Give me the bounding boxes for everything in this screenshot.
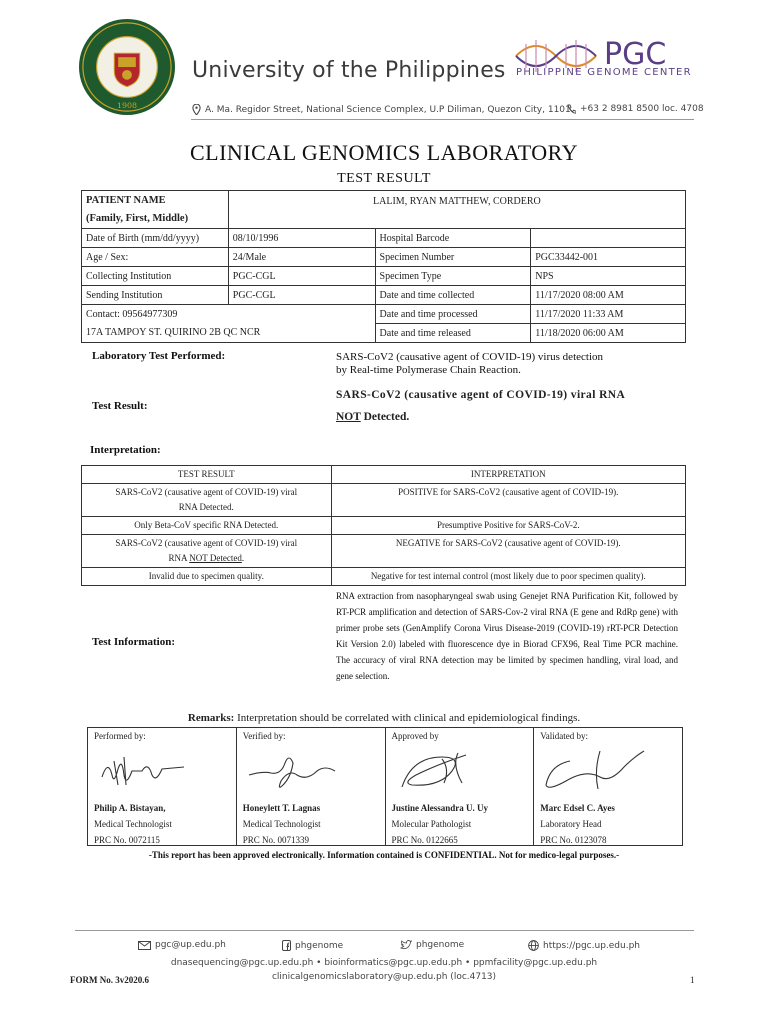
- specimen-type-value: NPS: [531, 267, 686, 286]
- address-text: A. Ma. Regidor Street, National Science Complex, U.P Diliman, Quezon City, 1101: [205, 104, 571, 115]
- interpretation-table: [81, 465, 686, 586]
- university-name: University of the Philippines: [192, 58, 506, 83]
- specimen-type-label: Specimen Type: [375, 267, 531, 286]
- collecting-institution-label: Collecting Institution: [82, 267, 229, 286]
- table-row: [82, 517, 686, 535]
- header-test-result: TEST RESULT: [82, 466, 332, 484]
- verified-heading: Verified by:: [242, 731, 286, 741]
- performed-prc: PRC No. 0072115: [94, 835, 160, 845]
- test-info-label: Test Information:: [92, 636, 176, 648]
- lab-test-line2: by Real-time Polymerase Chain Reaction.: [336, 364, 521, 376]
- row1-result-line1: SARS-CoV2 (causative agent of COVID-19) viral: [115, 487, 298, 497]
- patient-info-table: [81, 190, 686, 343]
- row3-result-line1: SARS-CoV2 (causative agent of COVID-19) viral: [115, 538, 298, 548]
- approved-role: Molecular Pathologist: [391, 819, 472, 829]
- verified-role: Medical Technologist: [242, 819, 321, 829]
- remarks: [0, 712, 768, 724]
- barcode-label: Hospital Barcode: [375, 229, 531, 248]
- processed-label: Date and time processed: [375, 305, 531, 324]
- test-result-line2: [336, 411, 409, 423]
- table-row: [82, 484, 686, 517]
- pgc-logo-text: PGC: [604, 37, 667, 72]
- row3-period: .: [241, 553, 245, 563]
- remarks-label: Remarks:: [187, 712, 235, 724]
- validated-prc: PRC No. 0123078: [540, 835, 607, 845]
- signature-image-verified: [243, 747, 353, 795]
- up-seal-logo: [78, 18, 176, 116]
- verified-prc: PRC No. 0071339: [242, 835, 310, 845]
- performed-name: Philip A. Bistayan,: [94, 803, 166, 813]
- age-label: Age / Sex:: [82, 248, 229, 267]
- sending-institution-value: PGC-CGL: [228, 286, 375, 305]
- collected-label: Date and time collected: [375, 286, 531, 305]
- footer-clinical-email: clinicalgenomicslaboratory@up.edu.ph (loc.4713): [271, 972, 497, 982]
- row2-result: Only Beta-CoV specific RNA Detected.: [82, 517, 332, 535]
- signature-image-validated: [540, 747, 650, 795]
- globe-icon: [528, 940, 539, 951]
- row4-result: Invalid due to specimen quality.: [82, 568, 332, 586]
- row3-result-line2: [86, 551, 327, 566]
- specimen-number-label: Specimen Number: [375, 248, 531, 267]
- header-interpretation: INTERPRETATION: [331, 466, 685, 484]
- barcode-value: [531, 229, 686, 248]
- lab-test-line1: SARS-CoV2 (causative agent of COVID-19) virus detection: [336, 351, 604, 363]
- row1-interpretation: POSITIVE for SARS-CoV2 (causative agent of COVID-19).: [331, 484, 685, 517]
- row3-rna: RNA: [168, 553, 190, 563]
- email-icon: [138, 941, 151, 950]
- header-divider: [191, 119, 694, 120]
- detected-word: Detected.: [360, 411, 410, 423]
- row3-not-detected: NOT Detected: [189, 553, 242, 563]
- location-pin-icon: [192, 104, 201, 115]
- sending-institution-label: Sending Institution: [82, 286, 229, 305]
- verified-name: Honeylett T. Lagnas: [242, 803, 321, 813]
- dob-label: Date of Birth (mm/dd/yyyy): [82, 229, 229, 248]
- patient-address-value: 17A TAMPOY ST. QUIRINO 2B QC NCR: [82, 324, 376, 343]
- footer-website[interactable]: https://pgc.up.edu.ph: [543, 940, 641, 951]
- approved-heading: Approved by: [391, 731, 439, 741]
- row1-result-line2: RNA Detected.: [178, 502, 234, 512]
- signatory-verified: [236, 728, 385, 846]
- twitter-icon: [400, 940, 412, 950]
- footer-divider: [75, 930, 694, 931]
- signatory-performed: [88, 728, 237, 846]
- collected-value: 11/17/2020 08:00 AM: [531, 286, 686, 305]
- interpretation-label: Interpretation:: [90, 444, 161, 456]
- pgc-subtitle: PHILIPPINE GENOME CENTER: [516, 67, 692, 78]
- table-row: [82, 535, 686, 568]
- interpretation-header-row: [82, 466, 686, 484]
- table-row: [82, 568, 686, 586]
- test-info-text: RNA extraction from nasopharyngeal swab using Genejet RNA Purification Kit, followed by RT-PCR amplification and detection of SARS-Cov-2 viral RNA (E gene and RdRp gene) with primer probe sets (GenAmplify Corona Virus Disease-2019 (COVID-19) rRT-PCR Detection Kit Version 2.0) labeled with fluorescence dye in Biorad CFX96, Real Time PCR machine. The accuracy of viral RNA detection may be limited by specimen handling, viral load, and gene selection.: [336, 591, 678, 681]
- specimen-number-value: PGC33442-001: [531, 248, 686, 267]
- phone-text: +63 2 8981 8500 loc. 4708: [580, 104, 704, 114]
- released-label: Date and time released: [375, 324, 531, 343]
- facebook-icon: [282, 940, 291, 951]
- validated-role: Laboratory Head: [540, 819, 602, 829]
- released-value: 11/18/2020 06:00 AM: [531, 324, 686, 343]
- approved-prc: PRC No. 0122665: [391, 835, 458, 845]
- signature-image-performed: [94, 747, 204, 795]
- remarks-text: Interpretation should be correlated with clinical and epidemiological findings.: [234, 712, 581, 724]
- signatory-approved: [385, 728, 534, 846]
- footer-email[interactable]: pgc@up.edu.ph: [155, 940, 226, 950]
- signature-image-approved: [392, 747, 502, 795]
- not-word: NOT: [336, 411, 361, 423]
- test-result-label: Test Result:: [92, 400, 148, 412]
- page-subtitle: TEST RESULT: [337, 171, 431, 186]
- validated-heading: Validated by:: [540, 731, 588, 741]
- patient-name-label: PATIENT NAME: [86, 194, 166, 206]
- processed-value: 11/17/2020 11:33 AM: [531, 305, 686, 324]
- dob-value: 08/10/1996: [228, 229, 375, 248]
- seal-year: 1908: [117, 101, 137, 111]
- patient-name-value: LALIM, RYAN MATTHEW, CORDERO: [228, 191, 685, 229]
- page-number: 1: [690, 975, 695, 985]
- validated-name: Marc Edsel C. Ayes: [540, 803, 615, 813]
- row3-interpretation: NEGATIVE for SARS-CoV2 (causative agent of COVID-19).: [331, 535, 685, 568]
- patient-name-row: [82, 191, 686, 229]
- patient-name-sublabel: (Family, First, Middle): [86, 212, 189, 224]
- confidential-notice: -This report has been approved electronically. Information contained is CONFIDENTIAL. Not for medico-legal purposes.-: [148, 850, 620, 860]
- row2-interpretation: Presumptive Positive for SARS-CoV-2.: [331, 517, 685, 535]
- performed-heading: Performed by:: [94, 731, 146, 741]
- performed-role: Medical Technologist: [94, 819, 172, 829]
- footer-twitter[interactable]: phgenome: [416, 940, 465, 950]
- signatory-validated: [534, 728, 683, 846]
- row4-interpretation: Negative for test internal control (most likely due to poor specimen quality).: [331, 568, 685, 586]
- footer-emails-line: dnasequencing@pgc.up.edu.ph • bioinformatics@pgc.up.edu.ph • ppmfacility@pgc.up.edu.ph: [170, 958, 598, 968]
- approved-name: Justine Alessandra U. Uy: [391, 803, 489, 813]
- test-result-line1: SARS-CoV2 (causative agent of COVID-19) viral RNA: [336, 389, 626, 401]
- footer-facebook[interactable]: phgenome: [295, 940, 344, 951]
- page-title: CLINICAL GENOMICS LABORATORY: [189, 140, 579, 165]
- lab-test-label: Laboratory Test Performed:: [92, 350, 226, 362]
- form-number: FORM No. 3v2020.6: [70, 975, 149, 985]
- collecting-institution-value: PGC-CGL: [228, 267, 375, 286]
- phone-icon: [566, 104, 576, 114]
- signatories-table: [87, 727, 683, 846]
- age-value: 24/Male: [228, 248, 375, 267]
- contact-value: Contact: 09564977309: [82, 305, 376, 324]
